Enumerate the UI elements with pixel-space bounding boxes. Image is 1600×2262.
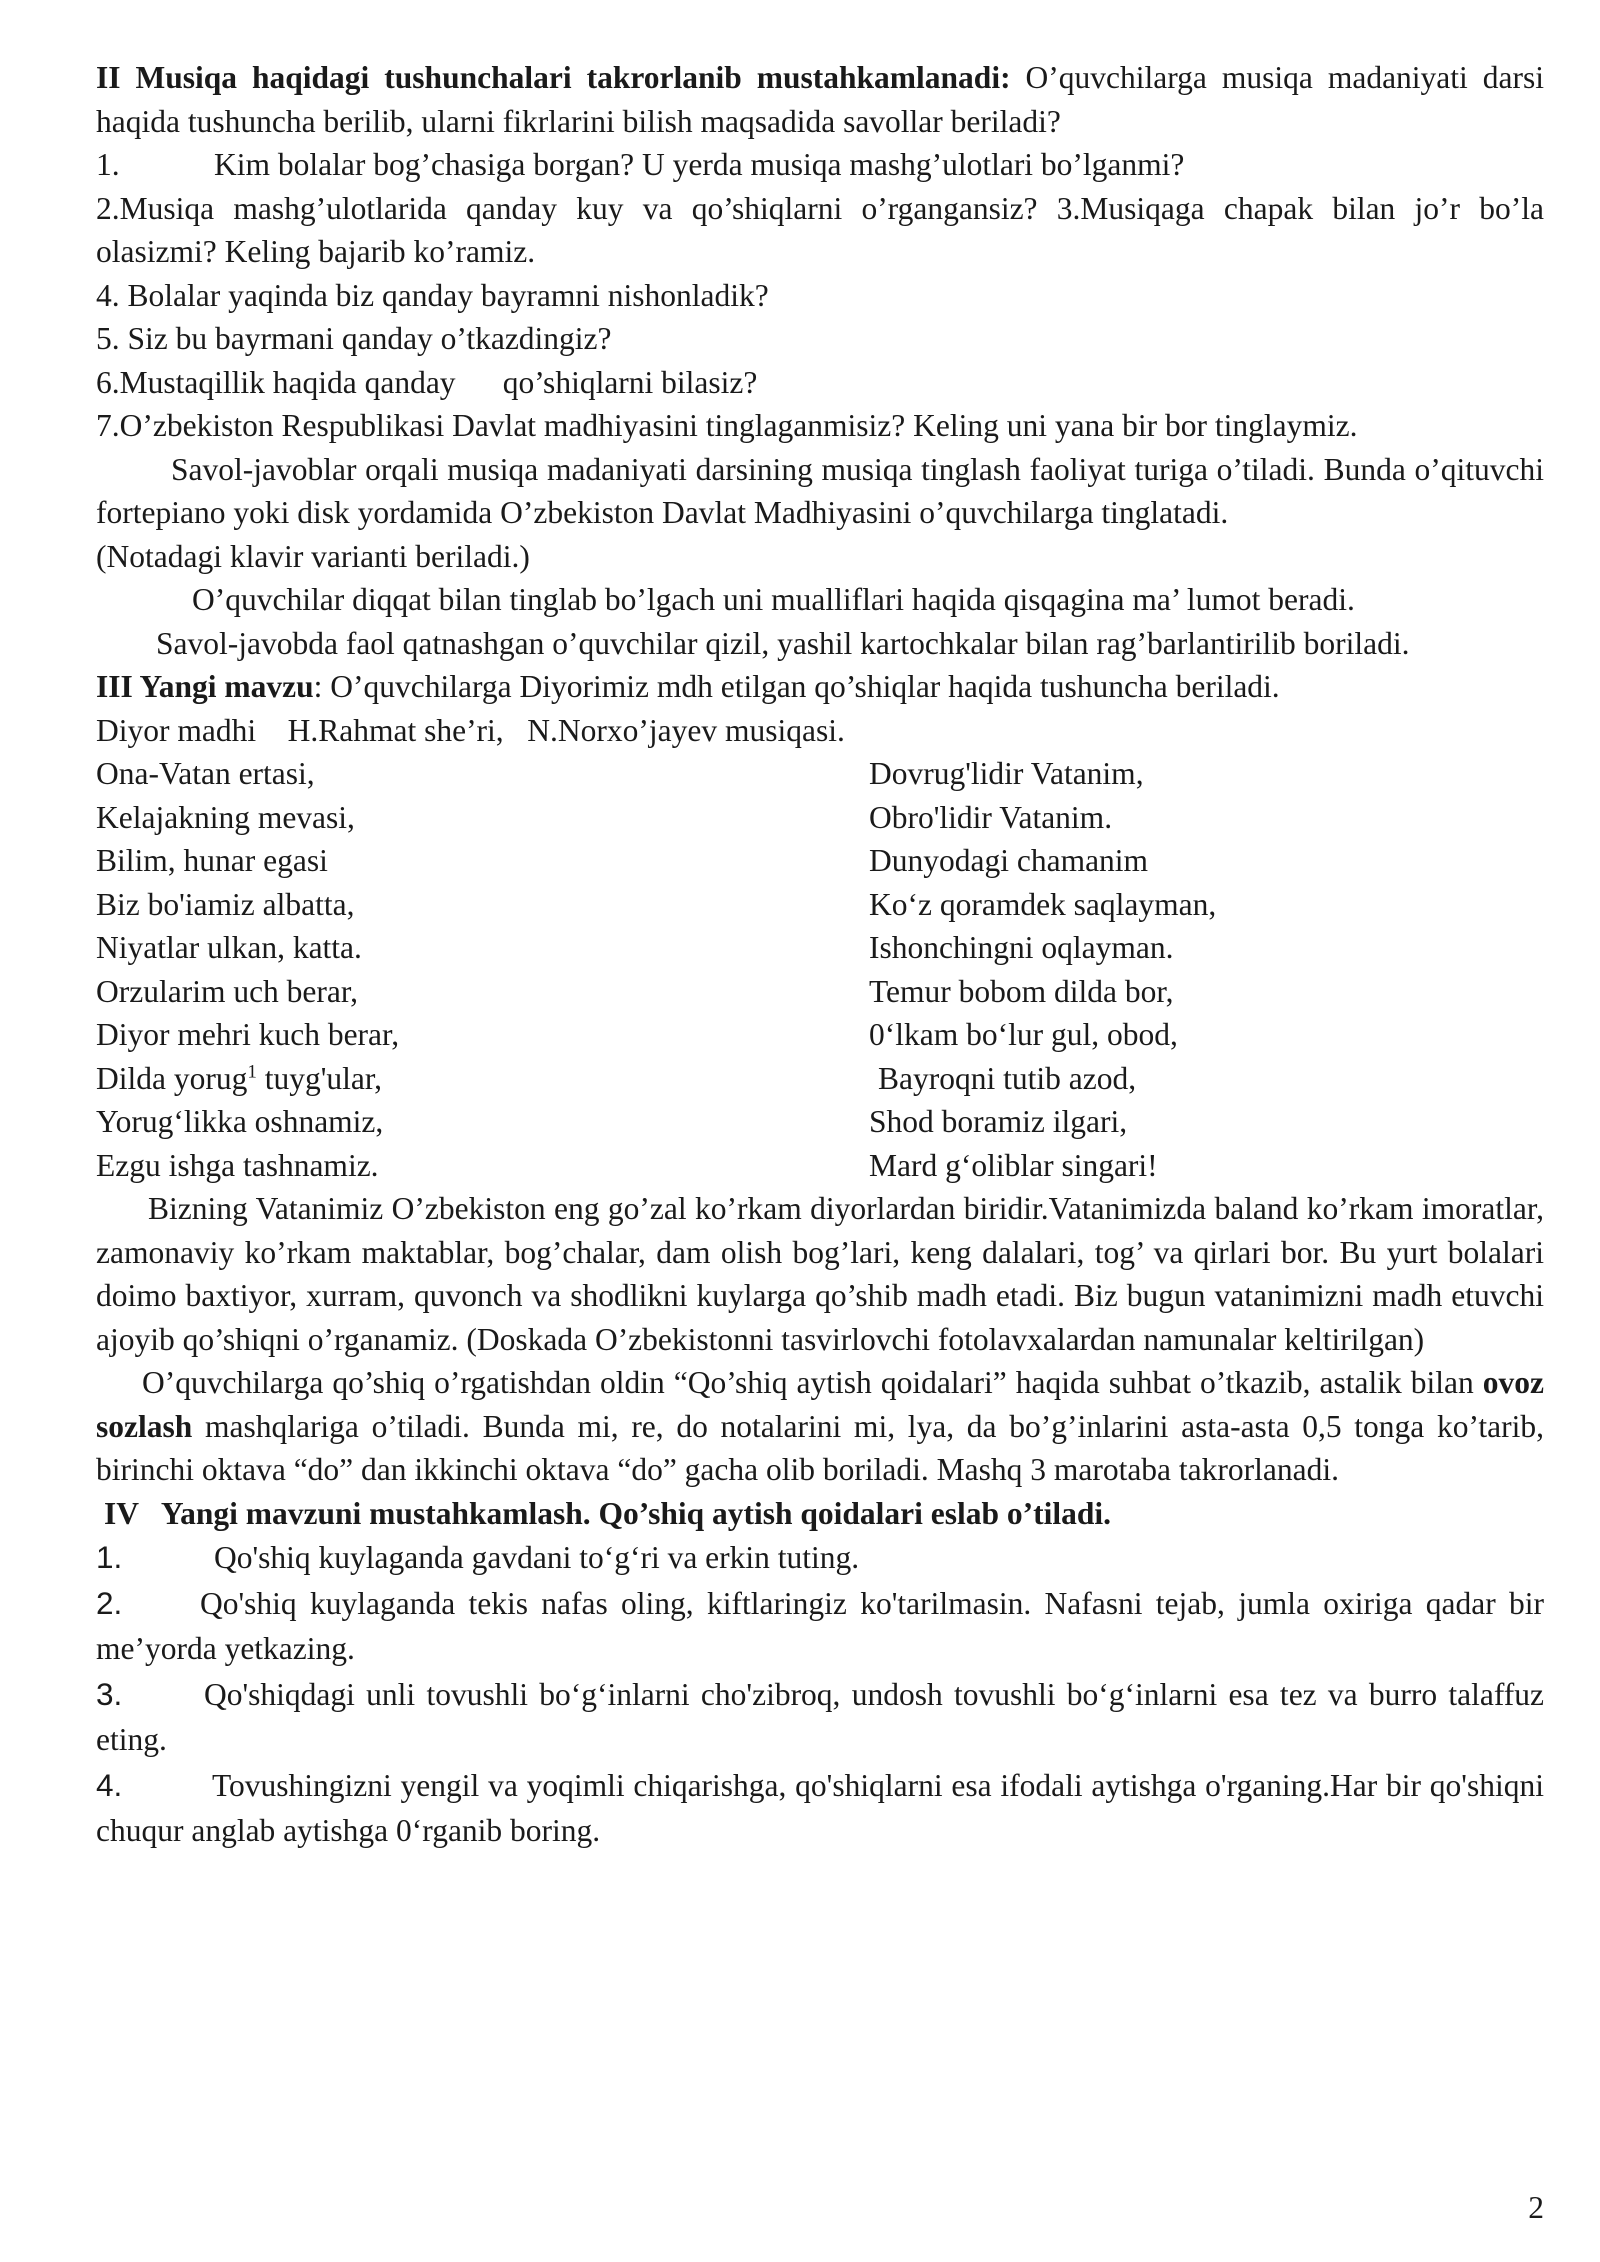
bold-term: ovoz sozlash — [96, 1365, 1544, 1444]
rule-number: 4. — [96, 1766, 123, 1803]
poem-line: Temur bobom dilda bor, — [869, 973, 1174, 1009]
poem-line: Shod boramiz ilgari, — [869, 1104, 1128, 1139]
poem-line: Dunyodagi chamanim — [869, 843, 1149, 878]
poem-line: Dovrug'lidir Vatanim, — [869, 756, 1144, 791]
poem-line: Diyor mehri kuch berar, — [96, 1017, 400, 1052]
poem-line: Biz bo'iamiz albatta, — [96, 886, 355, 922]
question-2-3: 2.Musiqa mashg’ulotlarida qanday kuy va qo’shiqlarni o’rgangansiz? 3.Musiqaga chapak bilan jo’r bo’la olasizmi? Keling bajarib ko’ramiz. — [96, 190, 1544, 269]
poem-line: Bilim, hunar egasi — [96, 843, 328, 878]
rule-item — [96, 1535, 1544, 1581]
rule-number: 3. — [96, 1675, 123, 1712]
footnote-marker: 1 — [247, 1061, 257, 1082]
section-4-title — [96, 1492, 1544, 1536]
question-7: 7.O’zbekiston Respublikasi Davlat madhiyasini tinglaganmisiz? Keling uni yana bir bor tinglaymiz. — [96, 408, 1358, 443]
rule-number: 1. — [96, 1539, 123, 1575]
poem-line: Ishonchingni oqlayman. — [869, 930, 1174, 965]
section-3-paragraph-2 — [96, 1361, 1544, 1492]
rule-text: Qo'shiqdagi unli tovushli bo‘g‘inlarni cho'zibroq, undosh tovushli bo‘g‘inlarni esa tez va burro talaffuz eting. — [96, 1676, 1544, 1757]
paragraph-text: mashqlariga o’tiladi. Bunda mi, re, do notalarini mi, lya, da bo’g’inlarini asta-asta 0,5 tonga ko’tarib, birinchi oktava “do” dan ikkinchi oktava “do” gacha olib boriladi. Mashq 3 marotaba takrorlanadi. — [96, 1408, 1544, 1487]
poem-right-column — [869, 752, 1544, 1187]
section-2-paragraph-3: Savol-javobda faol qatnashgan o’quvchilar qizil, yashil kartochkalar bilan rag’barlantirilib boriladi. — [156, 625, 1410, 661]
poem-line: Orzularim uch berar, — [96, 973, 358, 1009]
section-2-paragraph-1: Savol-javoblar orqali musiqa madaniyati darsining musiqa tinglash faoliyat turiga o’tiladi. Bunda o’qituvchi fortepiano yoki disk yordamida O’zbekiston Davlat Madhiyasini o’quvchilarga tinglatadi. — [96, 451, 1544, 530]
section-3-paragraph-1: Bizning Vatanimiz O’zbekiston eng go’zal ko’rkam diyorlardan biridir.Vatanimizda baland ko’rkam imoratlar, zamonaviy ko’rkam maktablar, bog’chalar, dam olish bog’lari, keng dalalari, tog’ va qirlari bor. Bu yurt bolalari doimo baxtiyor, xurram, quvonch va shodlikni kuylarga qo’shib madh etadi. Biz bugun vatanimizni madh etuvchi ajoyib qo’shiqni o’rganamiz. (Doskada O’zbekistonni tasvirlovchi fotolavxalardan namunalar keltirilgan) — [96, 1191, 1544, 1357]
song-credit: Diyor madhi H.Rahmat she’ri, N.Norxo’jayev musiqasi. — [96, 712, 845, 748]
poem-line-with-footnote — [96, 1057, 869, 1101]
question-1 — [96, 143, 1544, 187]
poem-line: Mard g‘oliblar singari! — [869, 1147, 1158, 1183]
question-1-number: 1. — [96, 147, 120, 182]
poem-line: Ko‘z qoramdek saqlayman, — [869, 886, 1217, 922]
poem-line: Ezgu ishga tashnamiz. — [96, 1147, 379, 1183]
poem-line: 0‘lkam bo‘lur gul, obod, — [869, 1017, 1178, 1052]
rule-item — [96, 1672, 1544, 1763]
rule-item — [96, 1581, 1544, 1672]
poem-line-text: tuyg'ular, — [256, 1060, 382, 1096]
poem-line-text: Dilda yorug — [96, 1060, 248, 1096]
section-2-heading-paragraph — [96, 56, 1544, 143]
section-4-title-text: IV Yangi mavzuni mustahkamlash. Qo’shiq aytish qoidalari eslab o’tiladi. — [104, 1495, 1112, 1531]
section-2-paragraph-2: O’quvchilar diqqat bilan tinglab bo’lgach uni mualliflari haqida qisqagina ma’ lumot beradi. — [192, 582, 1355, 617]
poem — [96, 752, 1544, 1187]
rule-text: Qo'shiq kuylaganda gavdani to‘g‘ri va erkin tuting. — [214, 1540, 860, 1575]
rule-number: 2. — [96, 1584, 123, 1621]
poem-left-column — [96, 752, 869, 1187]
section-3-title: III Yangi mavzu — [96, 669, 314, 704]
question-4: 4. Bolalar yaqinda biz qanday bayramni nishonladik? — [96, 277, 769, 313]
poem-line: Obro'lidir Vatanim. — [869, 799, 1113, 835]
question-6: 6.Mustaqillik haqida qanday qo’shiqlarni bilasiz? — [96, 364, 758, 400]
poem-line: Bayroqni tutib azod, — [878, 1060, 1137, 1096]
rules-list — [96, 1535, 1544, 1854]
section-3-heading-paragraph — [96, 665, 1544, 709]
section-2-intro: O’quvchilarga musiqa madaniyati darsi haqida tushuncha berilib, ularni fikrlarini bilish maqsadida savollar beriladi? — [96, 60, 1545, 139]
poem-line: Niyatlar ulkan, katta. — [96, 930, 362, 965]
section-2-title: II Musiqa haqidagi tushunchalari takrorlanib mustahkamlanadi: — [96, 60, 1011, 95]
section-3-intro: : O’quvchilarga Diyorimiz mdh etilgan qo’shiqlar haqida tushuncha beriladi. — [313, 669, 1280, 704]
poem-line: Yorug‘likka oshnamiz, — [96, 1104, 384, 1139]
page-number: 2 — [1528, 2190, 1544, 2225]
section-2-note: (Notadagi klavir varianti beriladi.) — [96, 538, 530, 574]
rule-text: Qo'shiq kuylaganda tekis nafas oling, kiftlaringiz ko'tarilmasin. Nafasni tejab, jumla oxiriga qadar bir me’yorda yetkazing. — [96, 1585, 1544, 1666]
paragraph-text: O’quvchilarga qo’shiq o’rgatishdan oldin “Qo’shiq aytish qoidalari” haqida suhbat o’tkazib, astalik bilan — [142, 1365, 1483, 1400]
question-1-text: Kim bolalar bog’chasiga borgan? U yerda musiqa mashg’ulotlari bo’lganmi? — [214, 147, 1185, 182]
rule-text: Tovushingizni yengil va yoqimli chiqarishga, qo'shiqlarni esa ifodali aytishga o'rganing.Har bir qo'shiqni chuqur anglab aytishga 0‘rganib boring. — [96, 1767, 1544, 1848]
poem-line: Kelajakning mevasi, — [96, 799, 355, 835]
document-body — [96, 56, 1544, 1854]
question-5: 5. Siz bu bayrmani qanday o’tkazdingiz? — [96, 321, 612, 356]
poem-line: Ona-Vatan ertasi, — [96, 756, 315, 791]
rule-item — [96, 1763, 1544, 1854]
